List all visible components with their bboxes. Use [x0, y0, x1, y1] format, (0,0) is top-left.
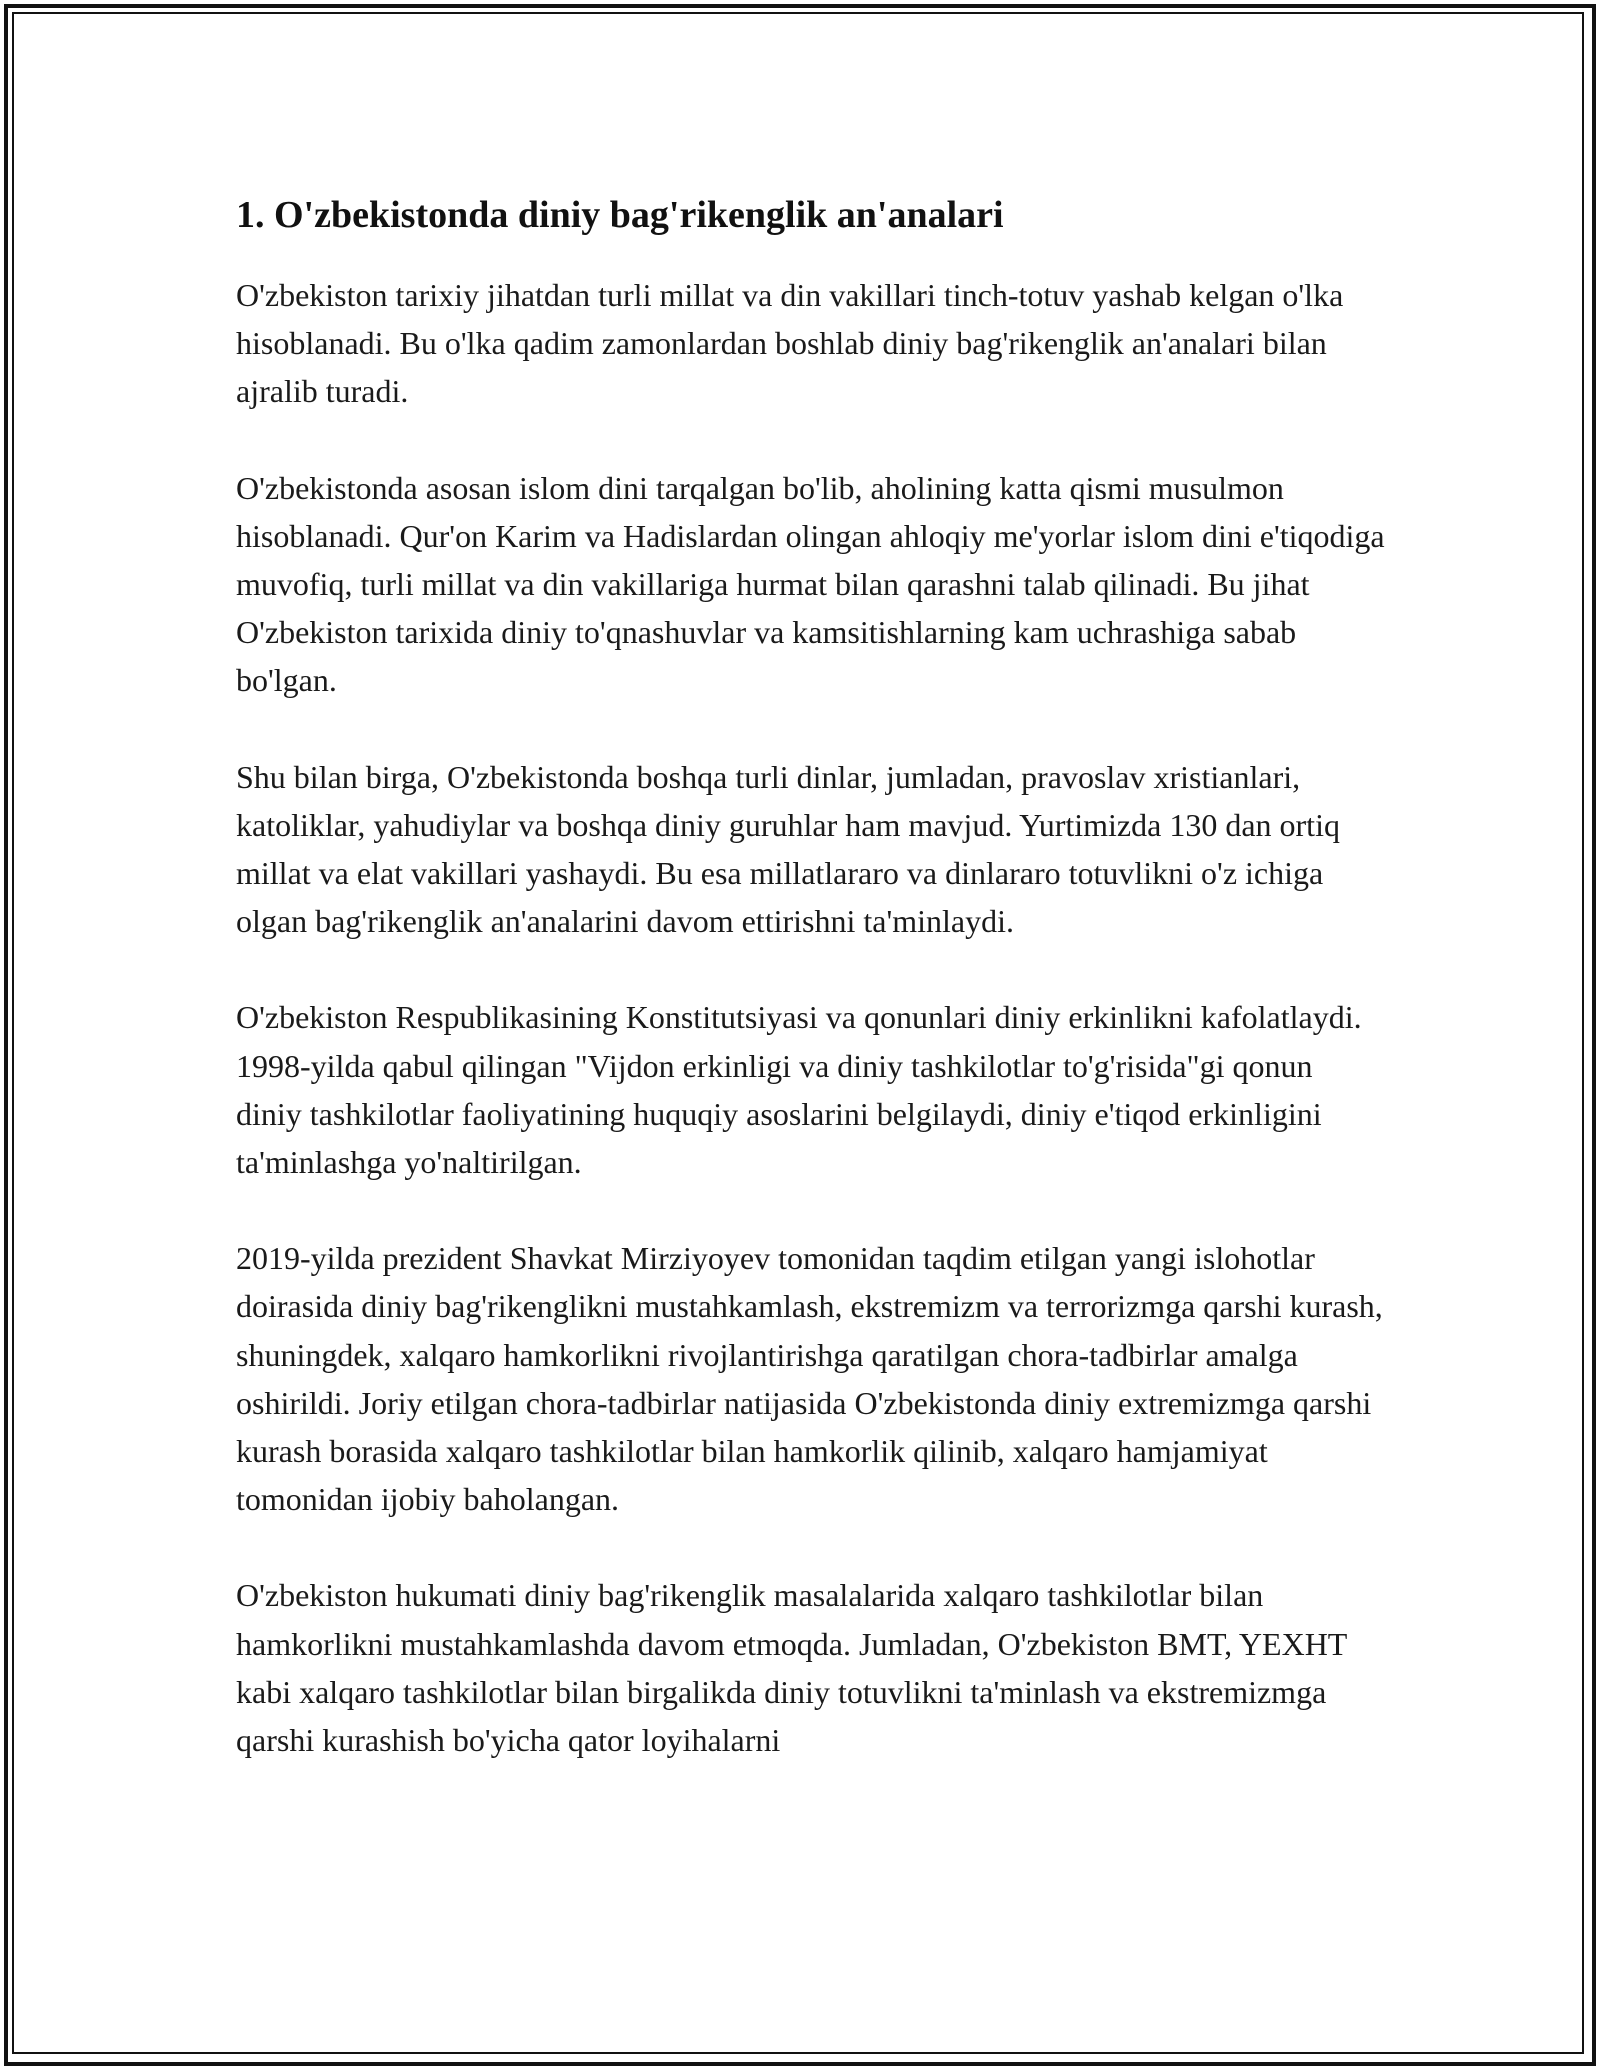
paragraph-international-cooperation: O'zbekiston hukumati diniy bag'rikenglik masalalarida xalqaro tashkilotlar bilan hamkorlikni mustahkamlashda davom etmoqda. Jumladan, O'zbekiston BMT, YEXHT kabi xalqaro tashkilotlar bilan birgalikda diniy totuvlikni ta'minlash va ekstremizmga qarshi kurashish bo'yicha qator loyihalarni — [236, 1577, 1347, 1759]
document-body — [236, 185, 1386, 1764]
section-heading: 1. O'zbekistonda diniy bag'rikenglik an'analari — [236, 194, 1004, 236]
paragraph-islam: O'zbekistonda asosan islom dini tarqalgan bo'lib, aholining katta qismi musulmon hisoblanadi. Qur'on Karim va Hadislardan olingan ahloqiy me'yorlar islom dini e'tiqodiga muvofiq, turli millat va din vakillariga hurmat bilan qarashni talab qilinadi. Bu jihat O'zbekiston tarixida diniy to'qnashuvlar va kamsitishlarning kam uchrashiga sabab bo'lgan. — [236, 469, 1385, 699]
paragraph-intro: O'zbekiston tarixiy jihatdan turli millat va din vakillari tinch-totuv yashab kelgan o'lka hisoblanadi. Bu o'lka qadim zamonlardan boshlab diniy bag'rikenglik an'analari bilan ajralib turadi. — [236, 277, 1344, 410]
paragraph-reforms-2019: 2019-yilda prezident Shavkat Mirziyoyev tomonidan taqdim etilgan yangi islohotlar doirasida diniy bag'rikenglikni mustahkamlash, ekstremizm va terrorizmga qarshi kurash, shuningdek, xalqaro hamkorlikni rivojlantirishga qaratilgan chora-tadbirlar amalga oshirildi. Joriy etilgan chora-tadbirlar natijasida O'zbekistonda diniy extremizmga qarshi kurash borasida xalqaro tashkilotlar bilan hamkorlik qilinib, xalqaro hamjamiyat tomonidan ijobiy baholangan. — [236, 1240, 1383, 1518]
paragraph-constitution: O'zbekiston Respublikasining Konstitutsiyasi va qonunlari diniy erkinlikni kafolatlaydi. 1998-yilda qabul qilingan "Vijdon erkinligi va diniy tashkilotlar to'g'risida"gi qonun diniy tashkilotlar faoliyatining huquqiy asoslarini belgilaydi, diniy e'tiqod erkinligini ta'minlashga yo'naltirilgan. — [236, 999, 1362, 1181]
paragraph-other-religions: Shu bilan birga, O'zbekistonda boshqa turli dinlar, jumladan, pravoslav xristianlari, katoliklar, yahudiylar va boshqa diniy guruhlar ham mavjud. Yurtimizda 130 dan ortiq millat va elat vakillari yashaydi. Bu esa millatlararo va dinlararo totuvlikni o'z ichiga olgan bag'rikenglik an'analarini davom ettirishni ta'minlaydi. — [236, 758, 1340, 940]
